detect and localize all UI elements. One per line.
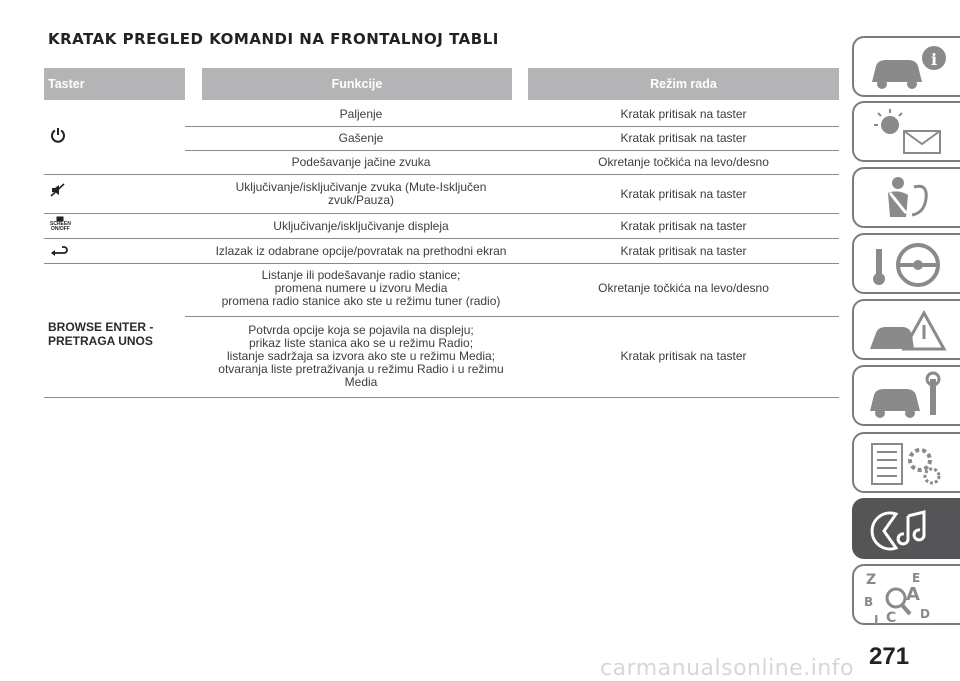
tab-multimedia[interactable]	[852, 498, 960, 559]
svg-text:D: D	[920, 607, 930, 621]
specs-gears-icon	[862, 438, 952, 490]
page-title: KRATAK PREGLED KOMANDI NA FRONTALNOJ TABLI	[48, 30, 499, 48]
column-header-funkcije: Funkcije	[202, 68, 512, 100]
warning-lights-icon	[862, 107, 952, 159]
svg-text:i: i	[931, 50, 938, 69]
table-cell-function: Listanje ili podešavanje radio stanice; promena numere u izvoru Media promena radio stanice ako ste u režimu tuner (radio)	[221, 267, 501, 308]
column-header-taster: Taster	[44, 68, 185, 100]
table-bottom-border	[44, 397, 839, 398]
power-icon	[50, 127, 66, 143]
tab-car-info[interactable]	[852, 36, 960, 97]
table-cell-function: Paljenje	[339, 107, 383, 121]
car-wrench-icon	[862, 371, 952, 423]
table-cell-mode: Kratak pritisak na taster	[620, 131, 747, 145]
svg-text:E: E	[912, 571, 921, 585]
tab-specs[interactable]	[852, 432, 960, 493]
table-cell-function: Izlazak iz odabrane opcije/povratak na prethodni ekran	[215, 243, 507, 258]
accident-triangle-icon	[862, 305, 952, 357]
svg-text:B: B	[864, 595, 874, 609]
page-number: 271	[869, 643, 910, 670]
mute-icon	[50, 183, 66, 197]
svg-text:I: I	[874, 613, 879, 626]
index-letters-icon	[862, 570, 952, 626]
table-cell-function: Potvrda opcije koja se pojavila na displeju; prikaz liste stanica ako se u režimu Radio; listanje sadržaja sa izvora ako ste u režimu Media; otvaranja liste pretraživanja u režimu Radio i u režimu Media	[218, 322, 504, 389]
table-cell-mode: Okretanje točkića na levo/desno	[598, 155, 769, 169]
tab-car-wrench[interactable]	[852, 365, 960, 426]
table-cell-mode: Kratak pritisak na taster	[620, 243, 747, 258]
table-cell-function: Uključivanje/isključivanje zvuka (Mute-Isključen zvuk/Pauza)	[235, 180, 487, 207]
row-divider	[44, 238, 839, 239]
row-divider	[185, 126, 839, 127]
car-info-icon	[862, 42, 952, 94]
table-cell-function: Uključivanje/isključivanje displeja	[273, 218, 449, 233]
svg-text:C: C	[886, 610, 897, 626]
tab-warning-lights[interactable]	[852, 101, 960, 162]
multimedia-icon	[862, 504, 952, 556]
table-cell-mode: Kratak pritisak na taster	[620, 348, 747, 363]
row-divider	[185, 150, 839, 151]
tab-index[interactable]	[852, 564, 960, 625]
svg-text:Z: Z	[866, 572, 877, 588]
row-divider	[185, 316, 839, 317]
table-cell-mode: Kratak pritisak na taster	[620, 107, 747, 121]
table-cell-function: Podešavanje jačine zvuka	[291, 155, 431, 169]
tab-accident[interactable]	[852, 299, 960, 360]
svg-text:A: A	[906, 584, 920, 605]
table-cell-mode: Kratak pritisak na taster	[620, 186, 747, 201]
table-cell-mode: Okretanje točkića na levo/desno	[598, 280, 769, 295]
watermark: carmanualsonline.info	[600, 656, 854, 681]
screen-onoff-label: SCREEN ON/OFF	[50, 221, 71, 232]
column-header-rezim: Režim rada	[528, 68, 839, 100]
tab-steering-key[interactable]	[852, 233, 960, 294]
airbag-seatbelt-icon	[862, 173, 952, 225]
screen-onoff-icon	[50, 216, 71, 232]
steering-key-icon	[862, 239, 952, 291]
row-divider	[44, 263, 839, 264]
table-cell-mode: Kratak pritisak na taster	[620, 218, 747, 233]
tab-airbag-seatbelt[interactable]	[852, 167, 960, 228]
browse-enter-label: BROWSE ENTER - PRETRAGA UNOS	[48, 320, 154, 348]
back-arrow-icon	[50, 244, 68, 256]
row-divider	[44, 213, 839, 214]
table-cell-function: Gašenje	[338, 131, 384, 145]
row-divider	[44, 174, 839, 175]
